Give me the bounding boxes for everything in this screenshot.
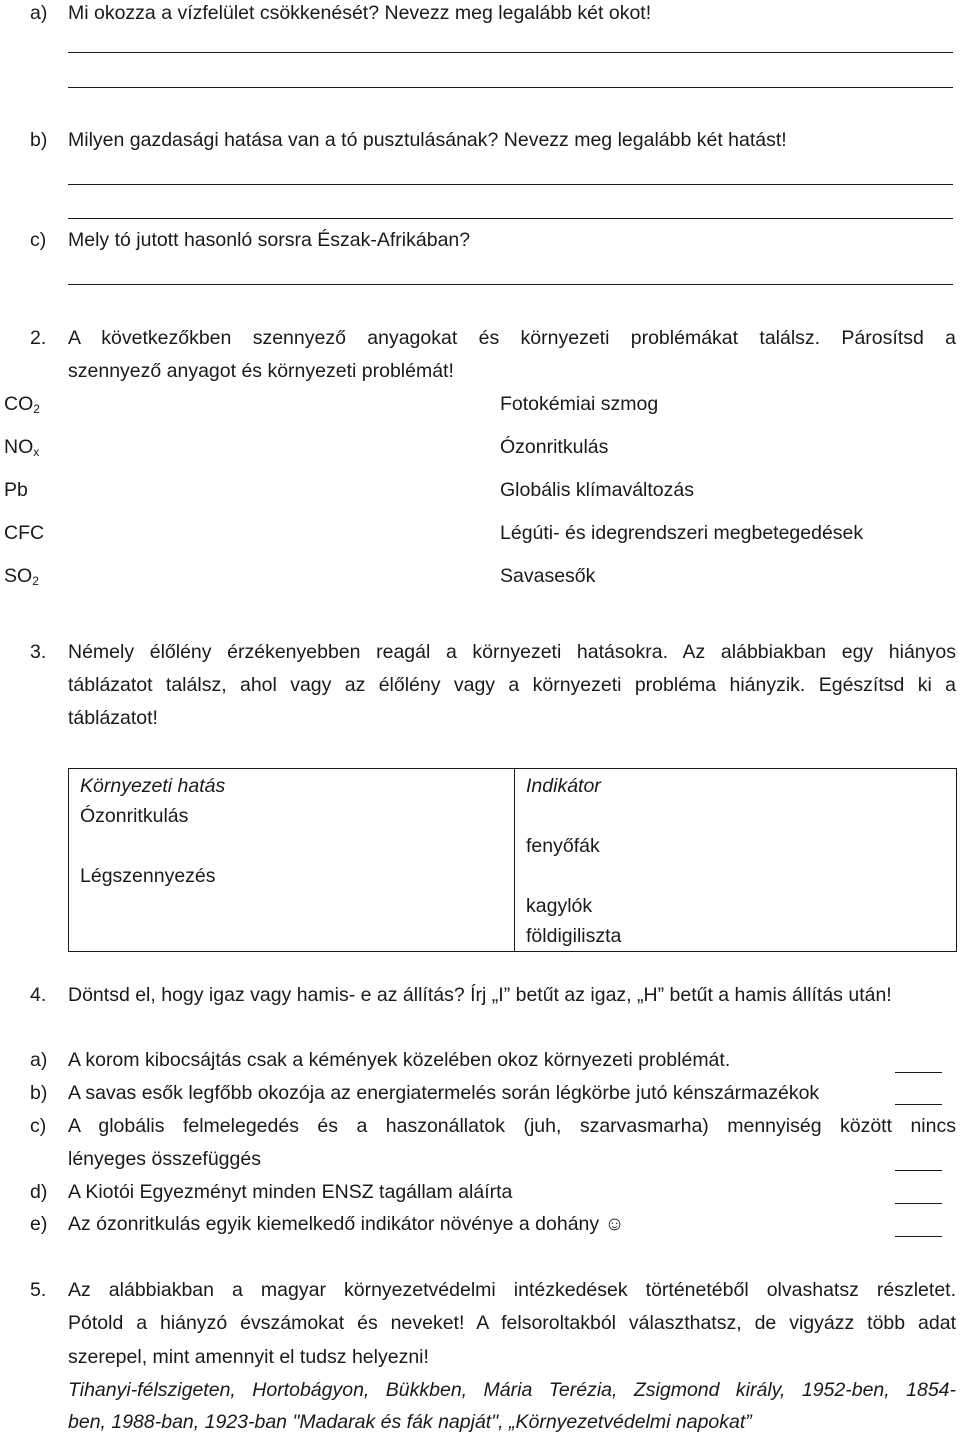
q4c-statement-line2: lényeges összefüggés: [68, 1148, 261, 1170]
table-row[interactable]: kagylók: [526, 895, 593, 917]
table-header-impact: Környezeti hatás: [80, 775, 226, 797]
table-cell-indicator: [515, 769, 957, 952]
table-row[interactable]: Légszennyezés: [80, 865, 216, 887]
problem-item[interactable]: Savasesők: [500, 565, 596, 587]
q2-instruction-line1: A következőkben szennyező anyagokat és környezeti problémákat találsz. Párosítsd a: [68, 327, 956, 349]
q4d-statement: A Kiotói Egyezményt minden ENSZ tagállam aláírta: [68, 1181, 513, 1203]
answer-line[interactable]: [68, 284, 953, 285]
q3-instruction-line2: táblázatot találsz, ahol vagy az élőlény vagy a környezeti probléma hiányzik. Egészítsd ki a: [68, 674, 956, 696]
problem-item[interactable]: Fotokémiai szmog: [500, 393, 659, 415]
table-row[interactable]: [80, 891, 514, 921]
answer-line[interactable]: [68, 218, 953, 219]
table-row[interactable]: földigiliszta: [526, 925, 622, 947]
q5-instruction-line3: szerepel, mint amennyit el tudsz helyezni!: [68, 1346, 429, 1368]
q4d-label: d): [30, 1181, 48, 1203]
q2-instruction-line2: szennyező anyagot és környezeti problémát!: [68, 360, 454, 382]
q1b-question: Milyen gazdasági hatása van a tó pusztulásának? Nevezz meg legalább két hatást!: [68, 129, 787, 151]
answer-blank[interactable]: [895, 1203, 942, 1204]
q4a-label: a): [30, 1049, 48, 1071]
pollutant-item[interactable]: Pb: [4, 479, 28, 501]
q5-number: 5.: [30, 1279, 47, 1301]
problem-item[interactable]: Légúti- és idegrendszeri megbetegedések: [500, 522, 864, 544]
q5-options-line2: ben, 1988-ban, 1923-ban "Madarak és fák napját", „Környezetvédelmi napokat”: [68, 1411, 752, 1433]
table-header-indicator: Indikátor: [526, 775, 601, 797]
q4a-statement: A korom kibocsájtás csak a kémények közelében okoz környezeti problémát.: [68, 1049, 731, 1071]
q4e-label: e): [30, 1213, 48, 1235]
pollutant-item[interactable]: CFC: [4, 522, 45, 544]
pollutant-item[interactable]: $SO_2$: [4, 565, 39, 588]
q2-number: 2.: [30, 327, 47, 349]
q1a-label: a): [30, 2, 48, 24]
q4-instruction: Döntsd el, hogy igaz vagy hamis- e az állítás? Írj „I” betűt az igaz, „H” betűt a hamis állítás után!: [68, 984, 892, 1006]
q3-instruction-line1: Némely élőlény érzékenyebben reagál a környezeti hatásokra. Az alábbiakban egy hiányos: [68, 641, 956, 663]
answer-blank[interactable]: [895, 1236, 942, 1237]
answer-line[interactable]: [68, 184, 953, 185]
q1c-label: c): [30, 229, 47, 251]
q1b-label: b): [30, 129, 48, 151]
table-row[interactable]: [80, 831, 514, 861]
answer-blank[interactable]: [895, 1170, 942, 1171]
q4e-statement-wrap: [68, 1213, 624, 1236]
q5-instruction-line1: Az alábbiakban a magyar környezetvédelmi intézkedések történetéből olvashatsz részletet.: [68, 1279, 956, 1301]
answer-line[interactable]: [68, 52, 953, 53]
q3-instruction-line3: táblázatot!: [68, 707, 158, 729]
table-row[interactable]: Ózonritkulás: [80, 805, 189, 827]
table-row[interactable]: [80, 921, 514, 951]
problem-item[interactable]: Ózonritkulás: [500, 436, 609, 458]
indicator-table: [68, 768, 957, 952]
q4b-label: b): [30, 1082, 48, 1104]
pollutant-item[interactable]: $NO_x$: [4, 436, 40, 459]
answer-line[interactable]: [68, 87, 953, 88]
pollutant-item[interactable]: $CO_2$: [4, 393, 40, 416]
table-cell-impact: [69, 769, 515, 952]
table-row[interactable]: [526, 801, 956, 831]
q5-options-line1: Tihanyi-félszigeten, Hortobágyon, Bükkben, Mária Terézia, Zsigmond király, 1952-ben, 1854-: [68, 1379, 956, 1401]
problem-item[interactable]: Globális klímaváltozás: [500, 479, 694, 501]
table-row[interactable]: fenyőfák: [526, 835, 600, 857]
smiley-icon: ☺: [604, 1213, 625, 1235]
q5-instruction-line2: Pótold a hiányzó évszámokat és neveket! A felsoroltakból választhatsz, de vigyázz több adat: [68, 1312, 956, 1334]
table-row[interactable]: [526, 861, 956, 891]
q4c-label: c): [30, 1115, 47, 1137]
answer-blank[interactable]: [895, 1104, 942, 1105]
q4c-statement: A globális felmelegedés és a haszonállatok (juh, szarvasmarha) mennyiség között nincs: [68, 1115, 956, 1137]
q1c-question: Mely tó jutott hasonló sorsra Észak-Afrikában?: [68, 229, 471, 251]
q4b-statement: A savas esők legfőbb okozója az energiatermelés során légkörbe jutó kénszármazékok: [68, 1082, 820, 1104]
q4e-statement: Az ózonritkulás egyik kiemelkedő indikátor növénye a dohány: [68, 1213, 600, 1235]
answer-blank[interactable]: [895, 1072, 942, 1073]
q4-number: 4.: [30, 984, 47, 1006]
q1a-question: Mi okozza a vízfelület csökkenését? Nevezz meg legalább két okot!: [68, 2, 652, 24]
q3-number: 3.: [30, 641, 47, 663]
